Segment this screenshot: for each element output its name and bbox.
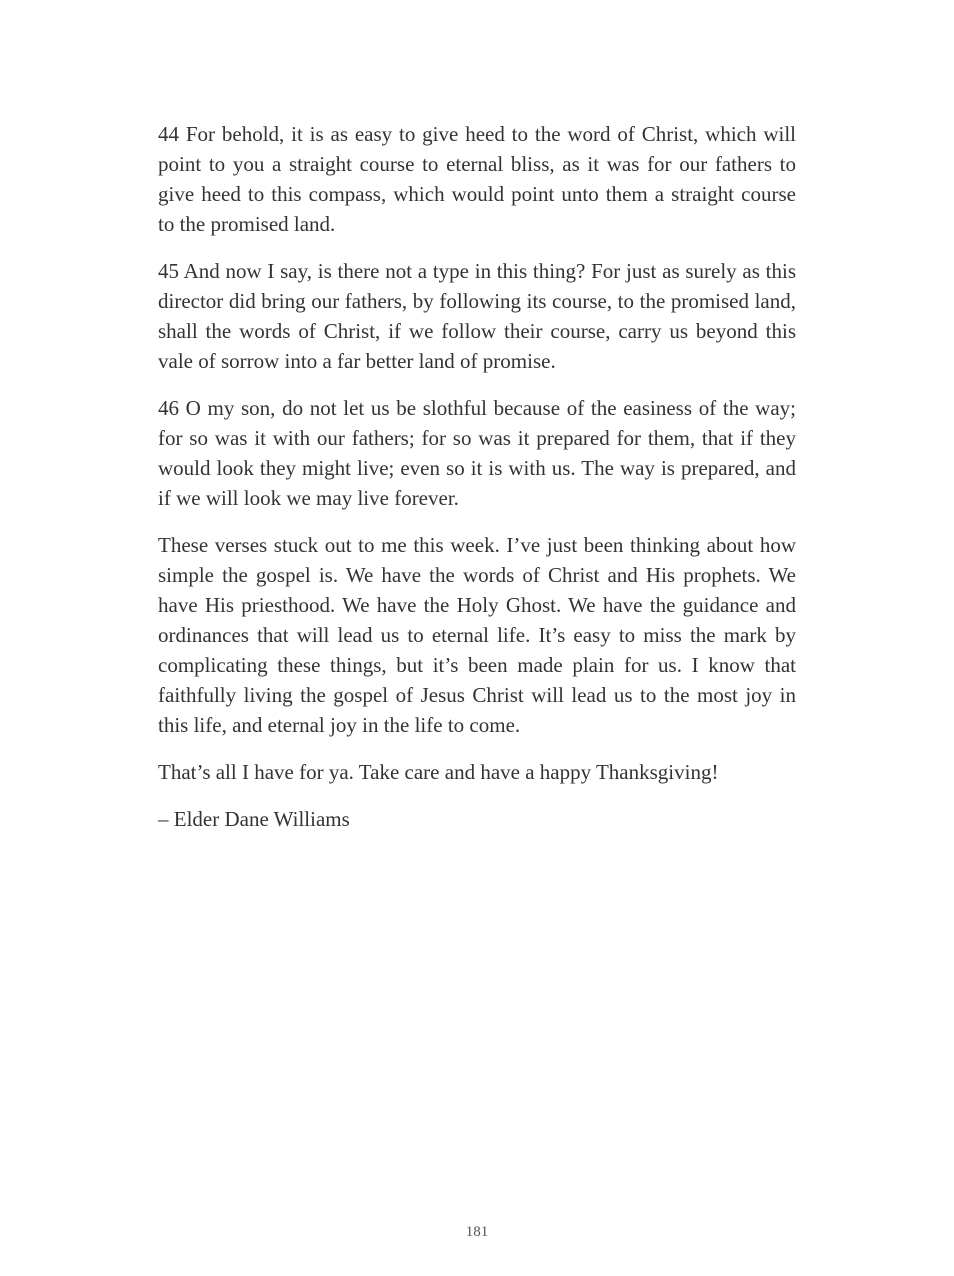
verse-45-paragraph: 45 And now I say, is there not a type in this thing? For just as surely as this director did bring our fathers, by following its course, to the promised land, shall the words of Christ, if we follow their course, carry us beyond this vale of sorrow into a far better land of promise. [158, 259, 796, 373]
verse-46-paragraph: 46 O my son, do not let us be slothful because of the easiness of the way; for so was it with our fathers; for so was it prepared for them, that if they would look they might live; even so it is with us. The way is prepared, and if we will look we may live forever. [158, 396, 796, 510]
verse-44-paragraph: 44 For behold, it is as easy to give heed to the word of Christ, which will point to you a straight course to eternal bliss, as it was for our fathers to give heed to this compass, which would point unto them a straight course to the promised land. [158, 122, 796, 236]
page-body [158, 119, 796, 851]
closing-paragraph: That’s all I have for ya. Take care and have a happy Thanksgiving! [158, 760, 719, 784]
reflection-paragraph: These verses stuck out to me this week. I’ve just been thinking about how simple the gospel is. We have the words of Christ and His prophets. We have His priesthood. We have the Holy Ghost. We have the guidance and ordinances that will lead us to eternal life. It’s easy to miss the mark by complicating these things, but it’s been made plain for us. I know that faithfully living the gospel of Jesus Christ will lead us to the most joy in this life, and eternal joy in the life to come. [158, 533, 796, 737]
signature: – Elder Dane Williams [158, 807, 350, 831]
page-number: 181 [465, 1224, 489, 1240]
